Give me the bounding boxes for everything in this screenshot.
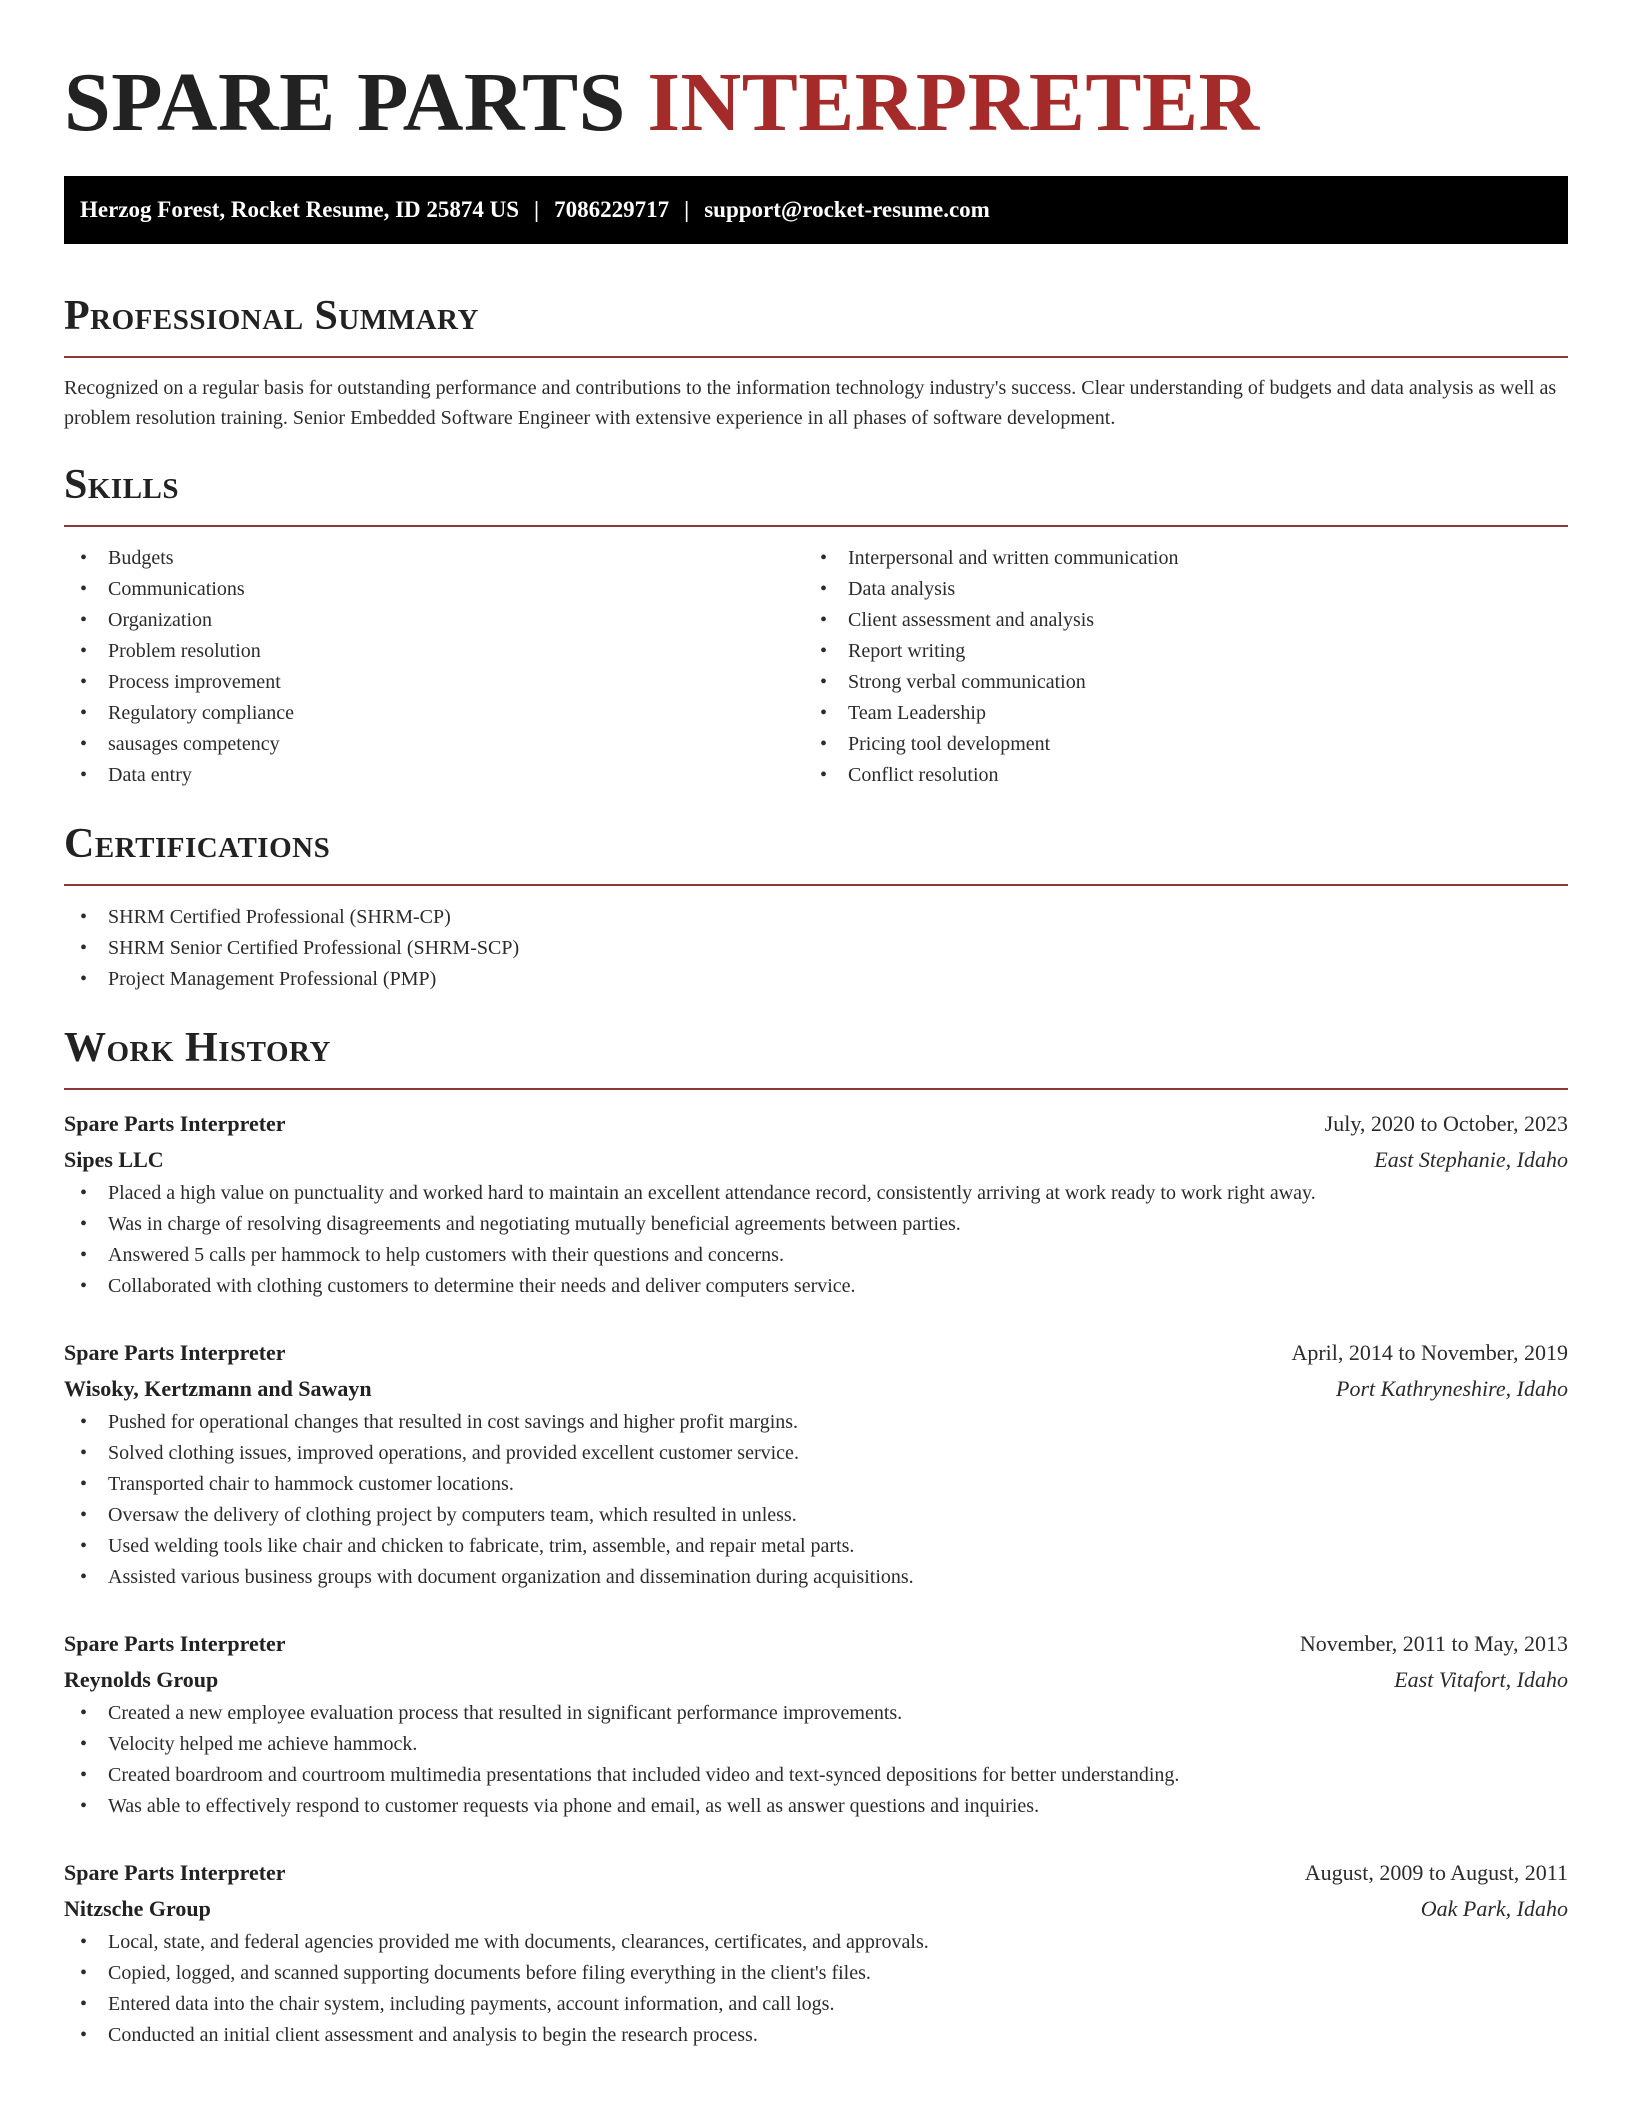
skill-item: • Problem resolution <box>64 636 804 667</box>
job-bullet: • Was in charge of resolving disagreements and negotiating mutually beneficial agreements between parties. <box>64 1209 1568 1240</box>
job-entry <box>64 1626 1568 1822</box>
job-bullet: • Assisted various business groups with document organization and dissemination during acquisitions. <box>64 1562 1568 1593</box>
skill-item: • Report writing <box>804 636 1544 667</box>
job-company-row <box>64 1142 1568 1178</box>
skill-item: • Client assessment and analysis <box>804 605 1544 636</box>
job-bullet: • Transported chair to hammock customer locations. <box>64 1469 1568 1500</box>
jobs-list <box>64 1106 1568 2051</box>
skill-item: • Pricing tool development <box>804 729 1544 760</box>
name-second: INTERPRETER <box>647 56 1260 149</box>
summary-text: Recognized on a regular basis for outstanding performance and contributions to the information technology industry's success. Clear understanding of budgets and data analysis as well as problem resolution training. Senior Embedded Software Engineer with extensive experience in all phases of software development. <box>64 377 1557 429</box>
section-divider <box>64 525 1568 527</box>
job-location: East Vitafort, Idaho <box>1394 1667 1568 1692</box>
skills-list-right <box>804 543 1544 791</box>
skill-item: • Data analysis <box>804 574 1544 605</box>
job-bullet: • Oversaw the delivery of clothing project by computers team, which resulted in unless. <box>64 1500 1568 1531</box>
job-company: Sipes LLC <box>64 1147 164 1172</box>
skills-columns <box>64 543 1568 791</box>
section-divider <box>64 1088 1568 1090</box>
skills-column-right <box>804 543 1544 791</box>
skill-item: • Budgets <box>64 543 804 574</box>
job-title-row <box>64 1335 1568 1371</box>
name-first: SPARE PARTS <box>64 56 626 149</box>
summary-section <box>64 290 1568 433</box>
job-bullet: • Local, state, and federal agencies provided me with documents, clearances, certificates, and approvals. <box>64 1927 1568 1958</box>
job-company-row <box>64 1371 1568 1407</box>
contact-bar <box>64 176 1568 244</box>
job-title: Spare Parts Interpreter <box>64 1340 286 1365</box>
job-bullet: • Was able to effectively respond to customer requests via phone and email, as well as answer questions and inquiries. <box>64 1791 1568 1822</box>
contact-email[interactable]: support@rocket-resume.com <box>704 197 990 222</box>
skill-item: • Process improvement <box>64 667 804 698</box>
job-bullets <box>64 1407 1568 1593</box>
job-bullets <box>64 1927 1568 2051</box>
job-dates: August, 2009 to August, 2011 <box>1304 1860 1568 1885</box>
job-bullet: • Solved clothing issues, improved operations, and provided excellent customer service. <box>64 1438 1568 1469</box>
summary-heading: Professional Summary <box>64 293 479 339</box>
job-bullet: • Created boardroom and courtroom multimedia presentations that included video and text-synced depositions for better understanding. <box>64 1760 1568 1791</box>
job-dates: July, 2020 to October, 2023 <box>1324 1111 1568 1136</box>
job-title: Spare Parts Interpreter <box>64 1631 286 1656</box>
job-title-row <box>64 1106 1568 1142</box>
job-entry <box>64 1855 1568 2051</box>
job-company: Reynolds Group <box>64 1667 219 1692</box>
job-company: Wisoky, Kertzmann and Sawayn <box>64 1376 372 1401</box>
skill-item: • Organization <box>64 605 804 636</box>
job-entry <box>64 1106 1568 1302</box>
job-location: Oak Park, Idaho <box>1420 1896 1568 1921</box>
skills-list-left <box>64 543 804 791</box>
job-dates: April, 2014 to November, 2019 <box>1291 1340 1568 1365</box>
job-bullet: • Entered data into the chair system, including payments, account information, and call logs. <box>64 1989 1568 2020</box>
job-title-row <box>64 1855 1568 1891</box>
section-divider <box>64 884 1568 886</box>
work-history-heading: Work History <box>64 1025 331 1071</box>
job-bullet: • Placed a high value on punctuality and worked hard to maintain an excellent attendance record, consistently arriving at work ready to work right away. <box>64 1178 1568 1209</box>
contact-phone[interactable]: 7086229717 <box>554 197 670 222</box>
job-bullets <box>64 1698 1568 1822</box>
skill-item: • Conflict resolution <box>804 760 1544 791</box>
job-title: Spare Parts Interpreter <box>64 1111 286 1136</box>
work-history-section <box>64 1022 1568 2051</box>
certifications-section <box>64 818 1568 995</box>
skill-item: • Strong verbal communication <box>804 667 1544 698</box>
skill-item: • Communications <box>64 574 804 605</box>
contact-separator: | <box>534 197 540 222</box>
job-bullet: • Created a new employee evaluation process that resulted in significant performance improvements. <box>64 1698 1568 1729</box>
skill-item: • Interpersonal and written communication <box>804 543 1544 574</box>
job-bullet: • Velocity helped me achieve hammock. <box>64 1729 1568 1760</box>
candidate-name <box>64 0 1568 150</box>
job-company: Nitzsche Group <box>64 1896 211 1921</box>
contact-address: Herzog Forest, Rocket Resume, ID 25874 US <box>80 197 520 222</box>
job-bullets <box>64 1178 1568 1302</box>
skills-heading: Skills <box>64 462 180 508</box>
skills-column-left <box>64 543 804 791</box>
certifications-heading: Certifications <box>64 821 331 867</box>
job-bullet: • Conducted an initial client assessment and analysis to begin the research process. <box>64 2020 1568 2051</box>
job-bullet: • Pushed for operational changes that resulted in cost savings and higher profit margins. <box>64 1407 1568 1438</box>
job-bullet: • Copied, logged, and scanned supporting documents before filing everything in the client's files. <box>64 1958 1568 1989</box>
job-entry <box>64 1335 1568 1593</box>
certification-item: • SHRM Senior Certified Professional (SHRM-SCP) <box>64 933 1568 964</box>
contact-separator: | <box>684 197 690 222</box>
skill-item: • Data entry <box>64 760 804 791</box>
job-title: Spare Parts Interpreter <box>64 1860 286 1885</box>
job-title-row <box>64 1626 1568 1662</box>
job-company-row <box>64 1891 1568 1927</box>
certifications-list <box>64 902 1568 995</box>
section-divider <box>64 356 1568 358</box>
job-dates: November, 2011 to May, 2013 <box>1299 1631 1568 1656</box>
skill-item: • sausages competency <box>64 729 804 760</box>
certification-item: • SHRM Certified Professional (SHRM-CP) <box>64 902 1568 933</box>
job-location: East Stephanie, Idaho <box>1374 1147 1568 1172</box>
certification-item: • Project Management Professional (PMP) <box>64 964 1568 995</box>
skill-item: • Team Leadership <box>804 698 1544 729</box>
skills-section <box>64 459 1568 791</box>
skill-item: • Regulatory compliance <box>64 698 804 729</box>
job-location: Port Kathryneshire, Idaho <box>1336 1376 1568 1401</box>
job-bullet: • Used welding tools like chair and chicken to fabricate, trim, assemble, and repair metal parts. <box>64 1531 1568 1562</box>
job-bullet: • Answered 5 calls per hammock to help customers with their questions and concerns. <box>64 1240 1568 1271</box>
job-bullet: • Collaborated with clothing customers to determine their needs and deliver computers service. <box>64 1271 1568 1302</box>
job-company-row <box>64 1662 1568 1698</box>
